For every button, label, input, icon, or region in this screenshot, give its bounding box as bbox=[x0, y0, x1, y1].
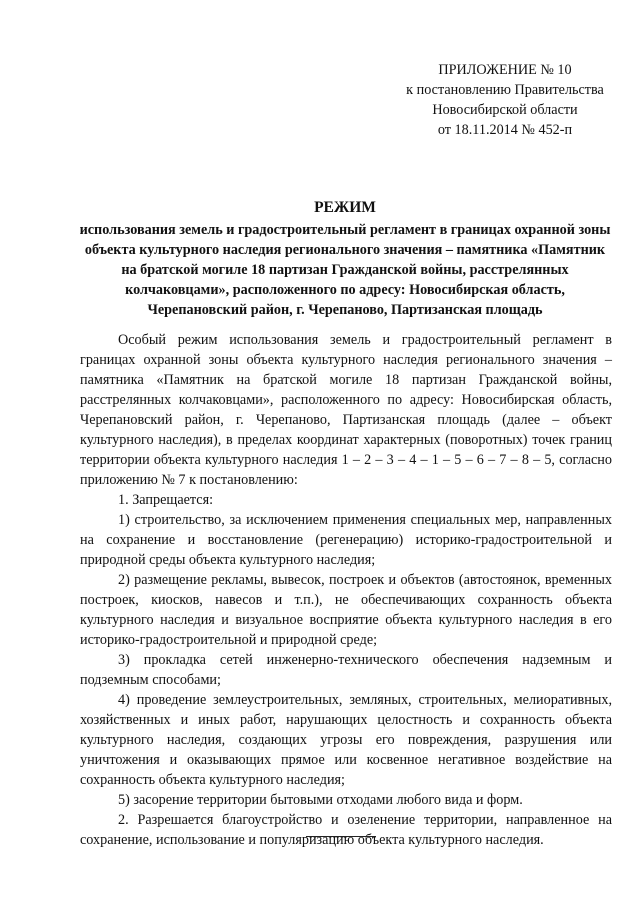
title-heading: РЕЖИМ bbox=[314, 199, 376, 216]
prohibited-item-1: 1) строительство, за исключением применения специальных мер, направленных на сохранение и восстановление (регенерацию) историко-градостроительной и природной среды объекта культурного наследия; bbox=[80, 512, 612, 568]
appendix-header bbox=[398, 60, 612, 140]
appendix-date: от 18.11.2014 № 452-п bbox=[437, 122, 573, 138]
prohibited-item-4: 4) проведение землеустроительных, земляных, строительных, мелиоративных, хозяйственных и иных работ, нарушающих целостность и сохранность объекта культурного наследия, создающих угрозы его повреждения, разрушения или уничтожения и оказывающих прямое или косвенное негативное воздействие на сохранность объекта культурного наследия; bbox=[80, 692, 612, 788]
document-title bbox=[78, 198, 612, 320]
intro-paragraph: Особый режим использования земель и градостроительный регламент в границах охранной зоны объекта культурного наследия регионального значения – памятника «Памятник на братской могиле 18 партизан Гражданской войны, расстрелянных колчаковцами», расположенного по адресу: Новосибирская область, Черепановский район, г. Черепаново, Партизанская площадь (далее – объект культурного наследия), в пределах координат характерных (поворотных) точек границ территории объекта культурного наследия 1 – 2 – 3 – 4 – 1 – 5 – 6 – 7 – 8 – 5, согласно приложению № 7 к постановлению: bbox=[80, 332, 612, 488]
prohibited-item-2: 2) размещение рекламы, вывесок, построек и объектов (автостоянок, временных построек, киосков, навесов и т.п.), не обеспечивающих сохранность объекта культурного наследия и визуальное восприятие объекта культурного наследия в его историко-градостроительной и природной среде; bbox=[80, 572, 612, 648]
prohibited-item-5: 5) засорение территории бытовыми отходами любого вида и форм. bbox=[118, 792, 523, 808]
section-permitted: 2. Разрешается благоустройство и озеленение территории, направленное на сохранение, использование и популяризацию объекта культурного наследия. bbox=[80, 812, 612, 848]
appendix-region: Новосибирской области bbox=[432, 102, 578, 118]
document-body bbox=[80, 330, 612, 850]
prohibited-item-3: 3) прокладка сетей инженерно-технического обеспечения надземным и подземным способами; bbox=[80, 652, 612, 688]
appendix-number: ПРИЛОЖЕНИЕ № 10 bbox=[438, 62, 572, 78]
appendix-reference: к постановлению Правительства bbox=[406, 82, 604, 98]
title-subtitle: использования земель и градостроительный регламент в границах охранной зоны объекта культурного наследия регионального значения – памятника «Памятник на братской могиле 18 партизан Гражданской войны, расстрелянных колчаковцами», расположенного по адресу: Новосибирская область, Черепановский район, г. Черепаново, Партизанская площадь bbox=[79, 222, 611, 318]
footer-divider bbox=[306, 836, 376, 837]
section-prohibited: 1. Запрещается: bbox=[118, 492, 214, 508]
